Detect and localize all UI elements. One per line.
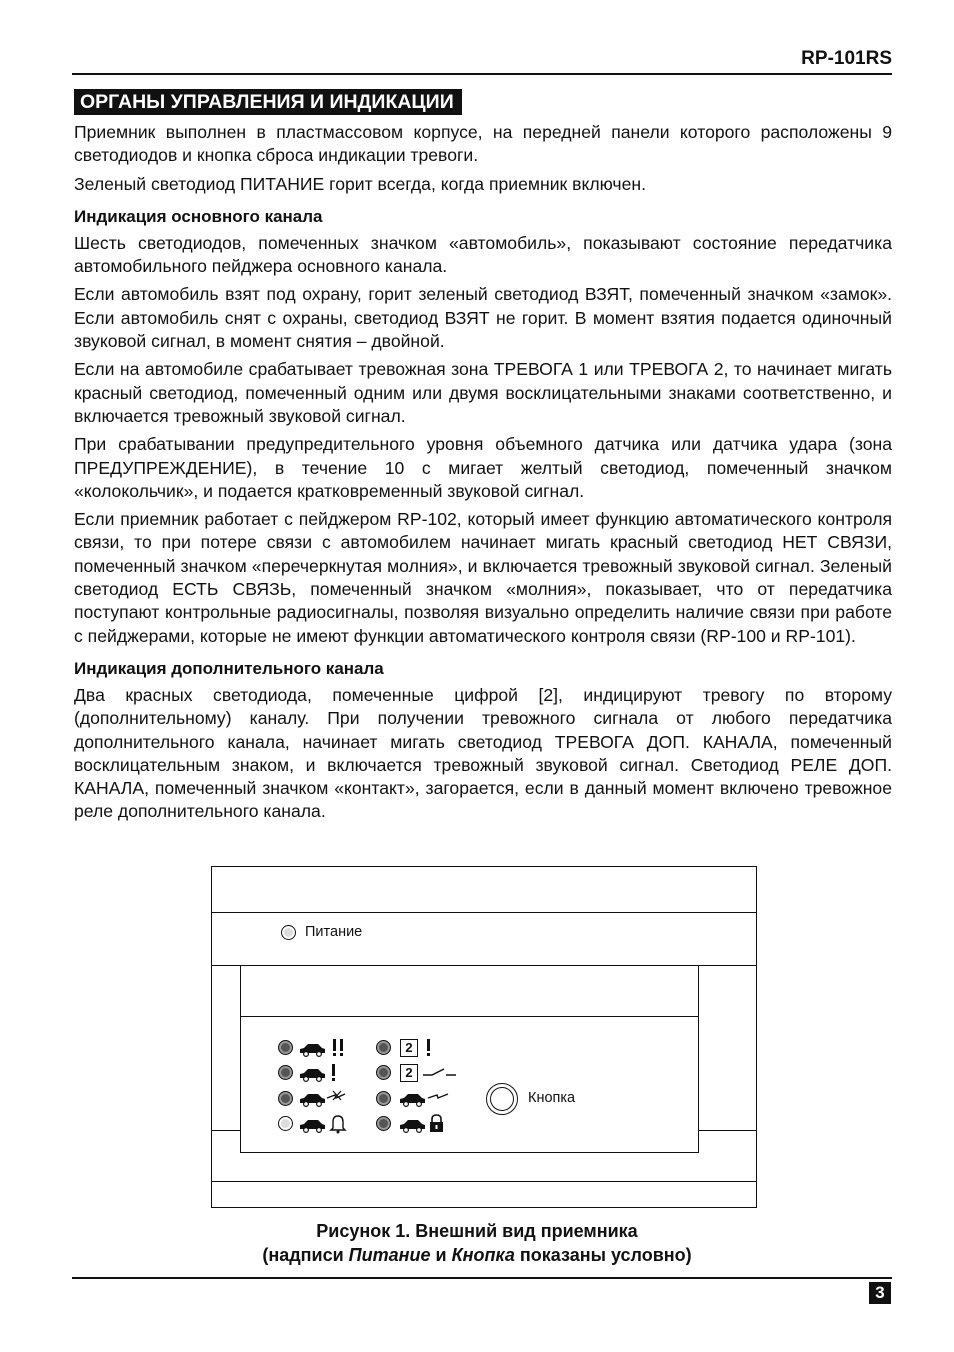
power-led (281, 925, 296, 940)
main-channel-paragraph: Если приемник работает с пейджером RP-102, который имеет функцию автоматического контроля связи, то при потере связи с автомобилем начинает мигать красный светодиод НЕТ СВЯЗИ, помеченный значком «перечеркнутая молния», и включается тревожный звуковой сигнал. Зеленый светодиод ЕСТЬ СВЯЗЬ, помеченный значком «молния», показывает, что от передатчика поступают контрольные радиосигналы, позволяя визуально определить наличие связи при работе с пейджерами, которые не имеют функции автоматического контроля связи (RP-100 и RP-101). (74, 509, 892, 646)
car-crossed-lightning-icon (298, 1088, 356, 1108)
warning-led (278, 1116, 293, 1131)
page-number: 3 (869, 1282, 891, 1304)
channel-2-icon: 2 (400, 1039, 418, 1057)
section-title: ОРГАНЫ УПРАВЛЕНИЯ И ИНДИКАЦИИ (74, 89, 462, 115)
extra-alarm-led (376, 1040, 391, 1055)
panel-divider (699, 1130, 756, 1131)
intro-paragraph: Зеленый светодиод ПИТАНИЕ горит всегда, когда приемник включен. (74, 173, 646, 194)
armed-led (376, 1116, 391, 1131)
figure-caption-note (0, 1243, 954, 1268)
intro-paragraph: Приемник выполнен в пластмассовом корпусе, на передней панели которого расположены 9 светодиодов и кнопка сброса индикации тревоги. (74, 122, 892, 166)
panel-divider (212, 912, 756, 913)
car-exclamation-icon (298, 1063, 356, 1083)
header-rule (72, 73, 892, 75)
main-channel-paragraph: Шесть светодиодов, помеченных значком «автомобиль», показывают состояние передатчика автомобильного пейджера основного канала. (74, 232, 892, 277)
reset-button[interactable] (486, 1083, 518, 1115)
caption-italic: Питание (348, 1245, 431, 1265)
car-lock-icon (398, 1114, 456, 1134)
alarm2-led (278, 1040, 293, 1055)
contact-icon (422, 1065, 458, 1081)
link-ok-led (376, 1091, 391, 1106)
panel-divider (212, 1130, 240, 1131)
main-channel-paragraph: При срабатывании предупредительного уровня объемного датчика или датчика удара (зона ПРЕДУПРЕЖДЕНИЕ), в течение 10 с мигает желтый светодиод, помеченный значком «колокольчик», и подается кратковременный звуковой сигнал. (74, 434, 892, 501)
car-bell-icon (298, 1114, 356, 1134)
main-channel-paragraph: Если автомобиль взят под охрану, горит зеленый светодиод ВЗЯТ, помеченный значком «замок». Если автомобиль снят с охраны, светодиод ВЗЯТ не горит. В момент взятия подается одиночный звуковой сигнал, в момент снятия – двойной. (74, 284, 892, 352)
receiver-figure (211, 866, 757, 1208)
panel-divider (241, 1016, 698, 1017)
channel-2-icon: 2 (400, 1064, 418, 1082)
body-text (74, 121, 892, 829)
caption-text: и (430, 1245, 452, 1265)
figure-caption-title: Рисунок 1. Внешний вид приемника (316, 1221, 638, 1241)
no-link-led (278, 1091, 293, 1106)
caption-text: показаны условно) (514, 1245, 692, 1265)
main-channel-heading: Индикация основного канала (74, 206, 323, 226)
extra-channel-paragraph: Два красных светодиода, помеченные цифрой [2], индицируют тревогу по второму (дополнительному) каналу. При получении тревожного сигнала от любого передатчика дополнительного канала, начинает мигать светодиод ТРЕВОГА ДОП. КАНАЛА, помеченный восклицательным знаком, и включается тревожный звуковой сигнал. Светодиод РЕЛЕ ДОП. КАНАЛА, помеченный значком «контакт», загорается, если в данный момент включено тревожное реле дополнительного канала. (74, 684, 892, 822)
extra-relay-led (376, 1065, 391, 1080)
car-lightning-icon (398, 1088, 456, 1108)
extra-channel-heading: Индикация дополнительного канала (74, 658, 384, 678)
caption-text: (надписи (262, 1245, 349, 1265)
panel-divider (212, 1181, 756, 1182)
main-channel-paragraph: Если на автомобиле срабатывает тревожная зона ТРЕВОГА 1 или ТРЕВОГА 2, то начинает мигать красный светодиод, помеченный одним или двумя восклицательными знаками соответственно, и включается тревожный звуковой сигнал. (74, 359, 892, 426)
exclamation-icon (424, 1038, 434, 1058)
footer-rule (72, 1277, 892, 1279)
alarm1-led (278, 1065, 293, 1080)
document-id: RP-101RS (801, 48, 892, 69)
car-double-exclamation-icon (298, 1038, 356, 1058)
power-label: Питание (305, 924, 363, 940)
button-label: Кнопка (528, 1090, 576, 1106)
caption-italic: Кнопка (451, 1245, 515, 1265)
